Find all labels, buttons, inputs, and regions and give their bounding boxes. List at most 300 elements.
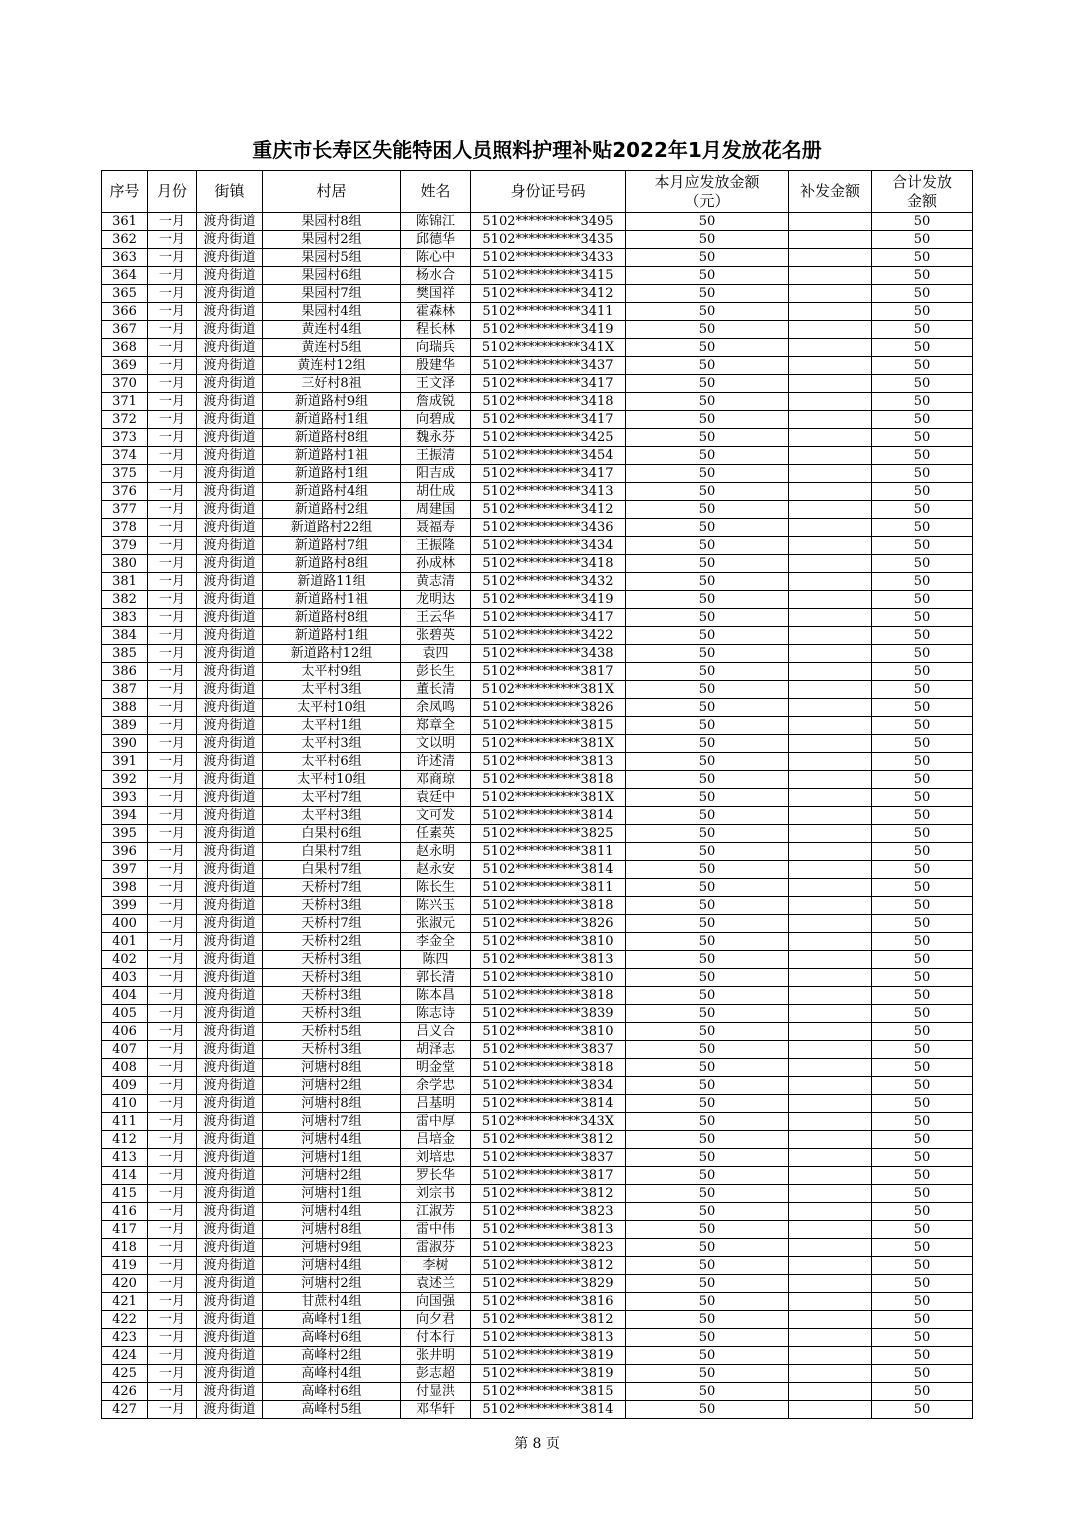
- cell-id: 5102**********3837: [471, 1041, 626, 1059]
- cell-name: 邱德华: [401, 231, 471, 249]
- cell-street: 渡舟街道: [197, 1185, 263, 1203]
- cell-supplement: [789, 771, 872, 789]
- cell-village: 高峰村2组: [263, 1347, 401, 1365]
- cell-supplement: [789, 969, 872, 987]
- cell-month: 一月: [148, 375, 197, 393]
- cell-id: 5102**********381X: [471, 789, 626, 807]
- cell-id: 5102**********3823: [471, 1239, 626, 1257]
- cell-seq: 367: [102, 321, 148, 339]
- cell-village: 太平村9组: [263, 663, 401, 681]
- cell-name: 向碧成: [401, 411, 471, 429]
- cell-total: 50: [872, 357, 973, 375]
- cell-village: 高峰村5组: [263, 1401, 401, 1419]
- cell-supplement: [789, 807, 872, 825]
- cell-id: 5102**********3814: [471, 861, 626, 879]
- cell-total: 50: [872, 411, 973, 429]
- cell-supplement: [789, 609, 872, 627]
- cell-street: 渡舟街道: [197, 1041, 263, 1059]
- cell-seq: 361: [102, 213, 148, 231]
- cell-village: 白果村7组: [263, 843, 401, 861]
- cell-village: 河塘村7组: [263, 1113, 401, 1131]
- cell-supplement: [789, 375, 872, 393]
- cell-supplement: [789, 1041, 872, 1059]
- cell-id: 5102**********3815: [471, 717, 626, 735]
- table-row: [102, 411, 973, 429]
- cell-supplement: [789, 447, 872, 465]
- cell-name: 余学忠: [401, 1077, 471, 1095]
- table-row: [102, 951, 973, 969]
- cell-due: 50: [626, 591, 789, 609]
- cell-due: 50: [626, 1113, 789, 1131]
- cell-seq: 406: [102, 1023, 148, 1041]
- cell-name: 文以明: [401, 735, 471, 753]
- table-row: [102, 1329, 973, 1347]
- cell-name: 明金堂: [401, 1059, 471, 1077]
- cell-supplement: [789, 1059, 872, 1077]
- cell-seq: 380: [102, 555, 148, 573]
- cell-due: 50: [626, 663, 789, 681]
- cell-total: 50: [872, 465, 973, 483]
- cell-month: 一月: [148, 609, 197, 627]
- cell-street: 渡舟街道: [197, 1167, 263, 1185]
- col-header-due: [626, 171, 789, 213]
- cell-village: 甘蔗村4组: [263, 1293, 401, 1311]
- cell-name: 向夕君: [401, 1311, 471, 1329]
- cell-supplement: [789, 573, 872, 591]
- cell-supplement: [789, 591, 872, 609]
- cell-total: 50: [872, 735, 973, 753]
- cell-due: 50: [626, 699, 789, 717]
- cell-id: 5102**********3839: [471, 1005, 626, 1023]
- table-row: [102, 681, 973, 699]
- col-header-total: [872, 171, 973, 213]
- table-row: [102, 789, 973, 807]
- cell-village: 河塘村1组: [263, 1149, 401, 1167]
- cell-due: 50: [626, 1329, 789, 1347]
- col-header-village: 村居: [263, 171, 401, 213]
- cell-month: 一月: [148, 429, 197, 447]
- cell-due: 50: [626, 339, 789, 357]
- cell-village: 高峰村1组: [263, 1311, 401, 1329]
- cell-month: 一月: [148, 357, 197, 375]
- cell-seq: 404: [102, 987, 148, 1005]
- cell-id: 5102**********3823: [471, 1203, 626, 1221]
- cell-name: 郭长清: [401, 969, 471, 987]
- cell-name: 周建国: [401, 501, 471, 519]
- cell-seq: 363: [102, 249, 148, 267]
- cell-id: 5102**********3813: [471, 753, 626, 771]
- cell-village: 果园村7组: [263, 285, 401, 303]
- table-row: [102, 627, 973, 645]
- cell-month: 一月: [148, 861, 197, 879]
- cell-supplement: [789, 753, 872, 771]
- cell-street: 渡舟街道: [197, 321, 263, 339]
- cell-due: 50: [626, 771, 789, 789]
- cell-village: 河塘村2组: [263, 1167, 401, 1185]
- cell-supplement: [789, 1203, 872, 1221]
- cell-due: 50: [626, 519, 789, 537]
- cell-seq: 426: [102, 1383, 148, 1401]
- cell-id: 5102**********3810: [471, 933, 626, 951]
- table-row: [102, 357, 973, 375]
- cell-seq: 393: [102, 789, 148, 807]
- cell-seq: 388: [102, 699, 148, 717]
- cell-supplement: [789, 1131, 872, 1149]
- cell-supplement: [789, 411, 872, 429]
- cell-street: 渡舟街道: [197, 555, 263, 573]
- cell-total: 50: [872, 429, 973, 447]
- table-row: [102, 321, 973, 339]
- cell-month: 一月: [148, 771, 197, 789]
- cell-month: 一月: [148, 1365, 197, 1383]
- cell-name: 任素英: [401, 825, 471, 843]
- cell-seq: 374: [102, 447, 148, 465]
- cell-id: 5102**********3419: [471, 591, 626, 609]
- cell-name: 胡泽志: [401, 1041, 471, 1059]
- cell-name: 郑章全: [401, 717, 471, 735]
- cell-name: 赵永明: [401, 843, 471, 861]
- cell-street: 渡舟街道: [197, 897, 263, 915]
- table-row: [102, 285, 973, 303]
- cell-id: 5102**********3432: [471, 573, 626, 591]
- cell-village: 河塘村4组: [263, 1131, 401, 1149]
- cell-due: 50: [626, 933, 789, 951]
- cell-due: 50: [626, 681, 789, 699]
- cell-total: 50: [872, 987, 973, 1005]
- table-row: [102, 1131, 973, 1149]
- cell-total: 50: [872, 915, 973, 933]
- cell-name: 袁廷中: [401, 789, 471, 807]
- cell-due: 50: [626, 465, 789, 483]
- cell-total: 50: [872, 447, 973, 465]
- cell-supplement: [789, 681, 872, 699]
- cell-id: 5102**********3812: [471, 1131, 626, 1149]
- cell-total: 50: [872, 249, 973, 267]
- cell-total: 50: [872, 1149, 973, 1167]
- table-row: [102, 1311, 973, 1329]
- table-row: [102, 1365, 973, 1383]
- cell-seq: 382: [102, 591, 148, 609]
- cell-name: 付显洪: [401, 1383, 471, 1401]
- cell-total: 50: [872, 1329, 973, 1347]
- cell-seq: 372: [102, 411, 148, 429]
- cell-month: 一月: [148, 1293, 197, 1311]
- cell-street: 渡舟街道: [197, 1077, 263, 1095]
- cell-street: 渡舟街道: [197, 411, 263, 429]
- header-row: [102, 171, 973, 213]
- cell-village: 天桥村7组: [263, 915, 401, 933]
- cell-seq: 385: [102, 645, 148, 663]
- cell-id: 5102**********3417: [471, 375, 626, 393]
- cell-seq: 418: [102, 1239, 148, 1257]
- cell-street: 渡舟街道: [197, 447, 263, 465]
- cell-month: 一月: [148, 501, 197, 519]
- cell-name: 陈四: [401, 951, 471, 969]
- cell-month: 一月: [148, 393, 197, 411]
- cell-supplement: [789, 429, 872, 447]
- cell-due: 50: [626, 573, 789, 591]
- cell-street: 渡舟街道: [197, 1347, 263, 1365]
- cell-month: 一月: [148, 1041, 197, 1059]
- cell-village: 天桥村3组: [263, 951, 401, 969]
- cell-street: 渡舟街道: [197, 735, 263, 753]
- cell-supplement: [789, 537, 872, 555]
- cell-id: 5102**********3817: [471, 1167, 626, 1185]
- cell-due: 50: [626, 1383, 789, 1401]
- cell-id: 5102**********3435: [471, 231, 626, 249]
- table-row: [102, 1221, 973, 1239]
- col-header-due-line1: 本月应发放金额: [654, 172, 760, 191]
- cell-due: 50: [626, 303, 789, 321]
- cell-village: 果园村2组: [263, 231, 401, 249]
- cell-supplement: [789, 1149, 872, 1167]
- cell-total: 50: [872, 537, 973, 555]
- cell-total: 50: [872, 1095, 973, 1113]
- cell-village: 新道路村7组: [263, 537, 401, 555]
- cell-total: 50: [872, 393, 973, 411]
- cell-street: 渡舟街道: [197, 771, 263, 789]
- cell-seq: 412: [102, 1131, 148, 1149]
- cell-name: 胡仕成: [401, 483, 471, 501]
- cell-village: 新道路村8组: [263, 555, 401, 573]
- table-row: [102, 663, 973, 681]
- cell-id: 5102**********3814: [471, 1095, 626, 1113]
- cell-village: 河塘村2组: [263, 1077, 401, 1095]
- cell-name: 龙明达: [401, 591, 471, 609]
- table-row: [102, 591, 973, 609]
- cell-name: 李金全: [401, 933, 471, 951]
- cell-supplement: [789, 339, 872, 357]
- cell-street: 渡舟街道: [197, 519, 263, 537]
- cell-name: 许述清: [401, 753, 471, 771]
- cell-month: 一月: [148, 303, 197, 321]
- cell-id: 5102**********3826: [471, 699, 626, 717]
- cell-due: 50: [626, 879, 789, 897]
- cell-name: 陈心中: [401, 249, 471, 267]
- cell-id: 5102**********3818: [471, 897, 626, 915]
- cell-supplement: [789, 915, 872, 933]
- cell-name: 霍森林: [401, 303, 471, 321]
- table-row: [102, 1023, 973, 1041]
- table-row: [102, 933, 973, 951]
- cell-month: 一月: [148, 879, 197, 897]
- cell-total: 50: [872, 1383, 973, 1401]
- cell-due: 50: [626, 249, 789, 267]
- cell-supplement: [789, 1257, 872, 1275]
- cell-name: 彭长生: [401, 663, 471, 681]
- cell-name: 王振清: [401, 447, 471, 465]
- cell-supplement: [789, 1365, 872, 1383]
- cell-due: 50: [626, 357, 789, 375]
- cell-due: 50: [626, 1167, 789, 1185]
- cell-seq: 402: [102, 951, 148, 969]
- cell-street: 渡舟街道: [197, 249, 263, 267]
- cell-seq: 381: [102, 573, 148, 591]
- cell-due: 50: [626, 375, 789, 393]
- col-header-total-line2: 金额: [906, 191, 937, 210]
- cell-seq: 411: [102, 1113, 148, 1131]
- cell-month: 一月: [148, 339, 197, 357]
- cell-month: 一月: [148, 627, 197, 645]
- cell-month: 一月: [148, 519, 197, 537]
- cell-total: 50: [872, 213, 973, 231]
- cell-due: 50: [626, 501, 789, 519]
- cell-village: 高峰村6组: [263, 1383, 401, 1401]
- cell-supplement: [789, 789, 872, 807]
- cell-supplement: [789, 1347, 872, 1365]
- cell-street: 渡舟街道: [197, 609, 263, 627]
- cell-name: 吕基明: [401, 1095, 471, 1113]
- cell-name: 魏永芬: [401, 429, 471, 447]
- cell-seq: 415: [102, 1185, 148, 1203]
- cell-total: 50: [872, 1221, 973, 1239]
- cell-month: 一月: [148, 1347, 197, 1365]
- cell-supplement: [789, 1383, 872, 1401]
- cell-due: 50: [626, 483, 789, 501]
- cell-street: 渡舟街道: [197, 1401, 263, 1419]
- cell-total: 50: [872, 1293, 973, 1311]
- cell-month: 一月: [148, 1401, 197, 1419]
- cell-id: 5102**********3434: [471, 537, 626, 555]
- cell-month: 一月: [148, 267, 197, 285]
- cell-name: 樊国祥: [401, 285, 471, 303]
- cell-seq: 408: [102, 1059, 148, 1077]
- cell-month: 一月: [148, 555, 197, 573]
- cell-id: 5102**********3826: [471, 915, 626, 933]
- cell-name: 张碧英: [401, 627, 471, 645]
- cell-total: 50: [872, 843, 973, 861]
- cell-seq: 405: [102, 1005, 148, 1023]
- cell-village: 太平村6组: [263, 753, 401, 771]
- cell-id: 5102**********3495: [471, 213, 626, 231]
- cell-month: 一月: [148, 1221, 197, 1239]
- col-header-name: 姓名: [401, 171, 471, 213]
- cell-name: 李树: [401, 1257, 471, 1275]
- cell-due: 50: [626, 915, 789, 933]
- cell-id: 5102**********3814: [471, 807, 626, 825]
- cell-month: 一月: [148, 249, 197, 267]
- cell-name: 张淑元: [401, 915, 471, 933]
- cell-total: 50: [872, 267, 973, 285]
- cell-name: 黄志清: [401, 573, 471, 591]
- cell-seq: 373: [102, 429, 148, 447]
- cell-supplement: [789, 1185, 872, 1203]
- cell-seq: 397: [102, 861, 148, 879]
- cell-seq: 410: [102, 1095, 148, 1113]
- cell-due: 50: [626, 213, 789, 231]
- cell-due: 50: [626, 987, 789, 1005]
- cell-name: 吕培金: [401, 1131, 471, 1149]
- cell-supplement: [789, 735, 872, 753]
- cell-street: 渡舟街道: [197, 573, 263, 591]
- cell-village: 黄连村12组: [263, 357, 401, 375]
- cell-name: 吕义合: [401, 1023, 471, 1041]
- cell-due: 50: [626, 843, 789, 861]
- cell-total: 50: [872, 753, 973, 771]
- cell-seq: 368: [102, 339, 148, 357]
- cell-id: 5102**********3811: [471, 879, 626, 897]
- cell-seq: 379: [102, 537, 148, 555]
- cell-due: 50: [626, 1131, 789, 1149]
- cell-due: 50: [626, 1365, 789, 1383]
- cell-id: 5102**********3417: [471, 465, 626, 483]
- cell-due: 50: [626, 627, 789, 645]
- cell-village: 新道路村2组: [263, 501, 401, 519]
- cell-id: 5102**********3433: [471, 249, 626, 267]
- table-row: [102, 897, 973, 915]
- cell-due: 50: [626, 1257, 789, 1275]
- cell-id: 5102**********3837: [471, 1149, 626, 1167]
- cell-name: 向国强: [401, 1293, 471, 1311]
- cell-name: 付本行: [401, 1329, 471, 1347]
- cell-total: 50: [872, 1401, 973, 1419]
- table-row: [102, 213, 973, 231]
- cell-village: 太平村10组: [263, 771, 401, 789]
- cell-total: 50: [872, 555, 973, 573]
- cell-month: 一月: [148, 573, 197, 591]
- cell-id: 5102**********3437: [471, 357, 626, 375]
- cell-seq: 376: [102, 483, 148, 501]
- cell-supplement: [789, 267, 872, 285]
- table-row: [102, 1383, 973, 1401]
- cell-village: 天桥村3组: [263, 969, 401, 987]
- cell-village: 新道路村1组: [263, 465, 401, 483]
- cell-due: 50: [626, 429, 789, 447]
- cell-seq: 366: [102, 303, 148, 321]
- cell-due: 50: [626, 897, 789, 915]
- cell-total: 50: [872, 1077, 973, 1095]
- cell-due: 50: [626, 1221, 789, 1239]
- cell-supplement: [789, 321, 872, 339]
- cell-supplement: [789, 483, 872, 501]
- cell-street: 渡舟街道: [197, 303, 263, 321]
- cell-supplement: [789, 699, 872, 717]
- roster-body: [102, 213, 973, 1419]
- cell-street: 渡舟街道: [197, 537, 263, 555]
- cell-name: 邓华轩: [401, 1401, 471, 1419]
- cell-name: 孙成林: [401, 555, 471, 573]
- cell-village: 新道路村8组: [263, 429, 401, 447]
- cell-supplement: [789, 951, 872, 969]
- cell-month: 一月: [148, 663, 197, 681]
- table-row: [102, 555, 973, 573]
- cell-seq: 419: [102, 1257, 148, 1275]
- cell-village: 河塘村9组: [263, 1239, 401, 1257]
- cell-id: 5102**********3818: [471, 771, 626, 789]
- cell-id: 5102**********341X: [471, 339, 626, 357]
- cell-supplement: [789, 717, 872, 735]
- cell-due: 50: [626, 231, 789, 249]
- cell-village: 天桥村3组: [263, 897, 401, 915]
- cell-total: 50: [872, 303, 973, 321]
- cell-total: 50: [872, 627, 973, 645]
- cell-supplement: [789, 879, 872, 897]
- cell-village: 河塘村8组: [263, 1095, 401, 1113]
- cell-id: 5102**********3819: [471, 1365, 626, 1383]
- cell-month: 一月: [148, 321, 197, 339]
- cell-village: 果园村5组: [263, 249, 401, 267]
- page-number: 第 8 页: [514, 1436, 560, 1452]
- cell-total: 50: [872, 1239, 973, 1257]
- cell-village: 白果村6组: [263, 825, 401, 843]
- table-row: [102, 645, 973, 663]
- cell-id: 5102**********381X: [471, 735, 626, 753]
- cell-due: 50: [626, 1095, 789, 1113]
- cell-month: 一月: [148, 411, 197, 429]
- cell-street: 渡舟街道: [197, 627, 263, 645]
- cell-supplement: [789, 1401, 872, 1419]
- table-row: [102, 1239, 973, 1257]
